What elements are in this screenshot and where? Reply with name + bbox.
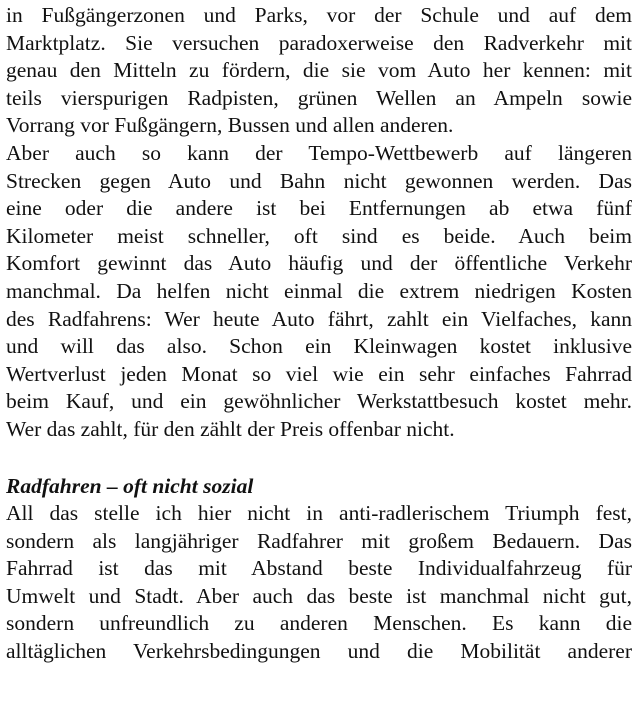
- text-line: Wertverlust jeden Monat so viel wie ein sehr einfaches Fahrrad: [6, 361, 632, 386]
- text-line: Marktplatz. Sie versuchen paradoxerweise den Radverkehr mit: [6, 30, 632, 55]
- text-line: sondern als langjähriger Radfahrer mit großem Bedauern. Das: [6, 528, 632, 553]
- text-line: Komfort gewinnt das Auto häufig und der öffentliche Verkehr: [6, 251, 632, 276]
- text-line: und will das also. Schon ein Kleinwagen kostet inklusive: [6, 334, 632, 359]
- text-line: Wer das zahlt, für den zählt der Preis offenbar nicht.: [6, 416, 455, 441]
- text-line: genau den Mitteln zu fördern, die sie vom Auto her kennen: mit: [6, 58, 632, 83]
- text-line: All das stelle ich hier nicht in anti-radlerischem Triumph fest,: [6, 501, 632, 526]
- text-line: in Fußgängerzonen und Parks, vor der Schule und auf dem: [6, 3, 632, 27]
- text-line: alltäglichen Verkehrsbedingungen und die Mobilität anderer: [6, 639, 632, 664]
- text-line: Vorrang vor Fußgängern, Bussen und allen anderen.: [6, 113, 454, 138]
- text-line: des Radfahrens: Wer heute Auto fährt, zahlt ein Vielfaches, kann: [6, 306, 632, 331]
- text-line: Umwelt und Stadt. Aber auch das beste ist manchmal nicht gut,: [6, 583, 632, 608]
- section-heading: Radfahren – oft nicht sozial: [6, 473, 254, 498]
- text-line: teils vierspurigen Radpisten, grünen Wellen an Ampeln sowie: [6, 85, 632, 110]
- text-line: manchmal. Da helfen nicht einmal die extrem niedrigen Kosten: [6, 278, 632, 303]
- paragraph-3: [6, 500, 632, 666]
- text-line: Kilometer meist schneller, oft sind es beide. Auch beim: [6, 223, 632, 248]
- paragraph-spacer: [6, 444, 632, 471]
- text-line: Strecken gegen Auto und Bahn nicht gewonnen werden. Das: [6, 168, 632, 193]
- text-line: eine oder die andere ist bei Entfernungen ab etwa fünf: [6, 196, 632, 221]
- text-line: Fahrrad ist das mit Abstand beste Individualfahrzeug für: [6, 556, 632, 581]
- document-page: [6, 2, 632, 666]
- paragraph-2: [6, 140, 632, 444]
- paragraph-1: [6, 2, 632, 140]
- text-line: sondern unfreundlich zu anderen Menschen. Es kann die: [6, 611, 632, 636]
- text-line: beim Kauf, und ein gewöhnlicher Werkstattbesuch kostet mehr.: [6, 389, 632, 414]
- text-line: Aber auch so kann der Tempo-Wettbewerb auf längeren: [6, 140, 632, 165]
